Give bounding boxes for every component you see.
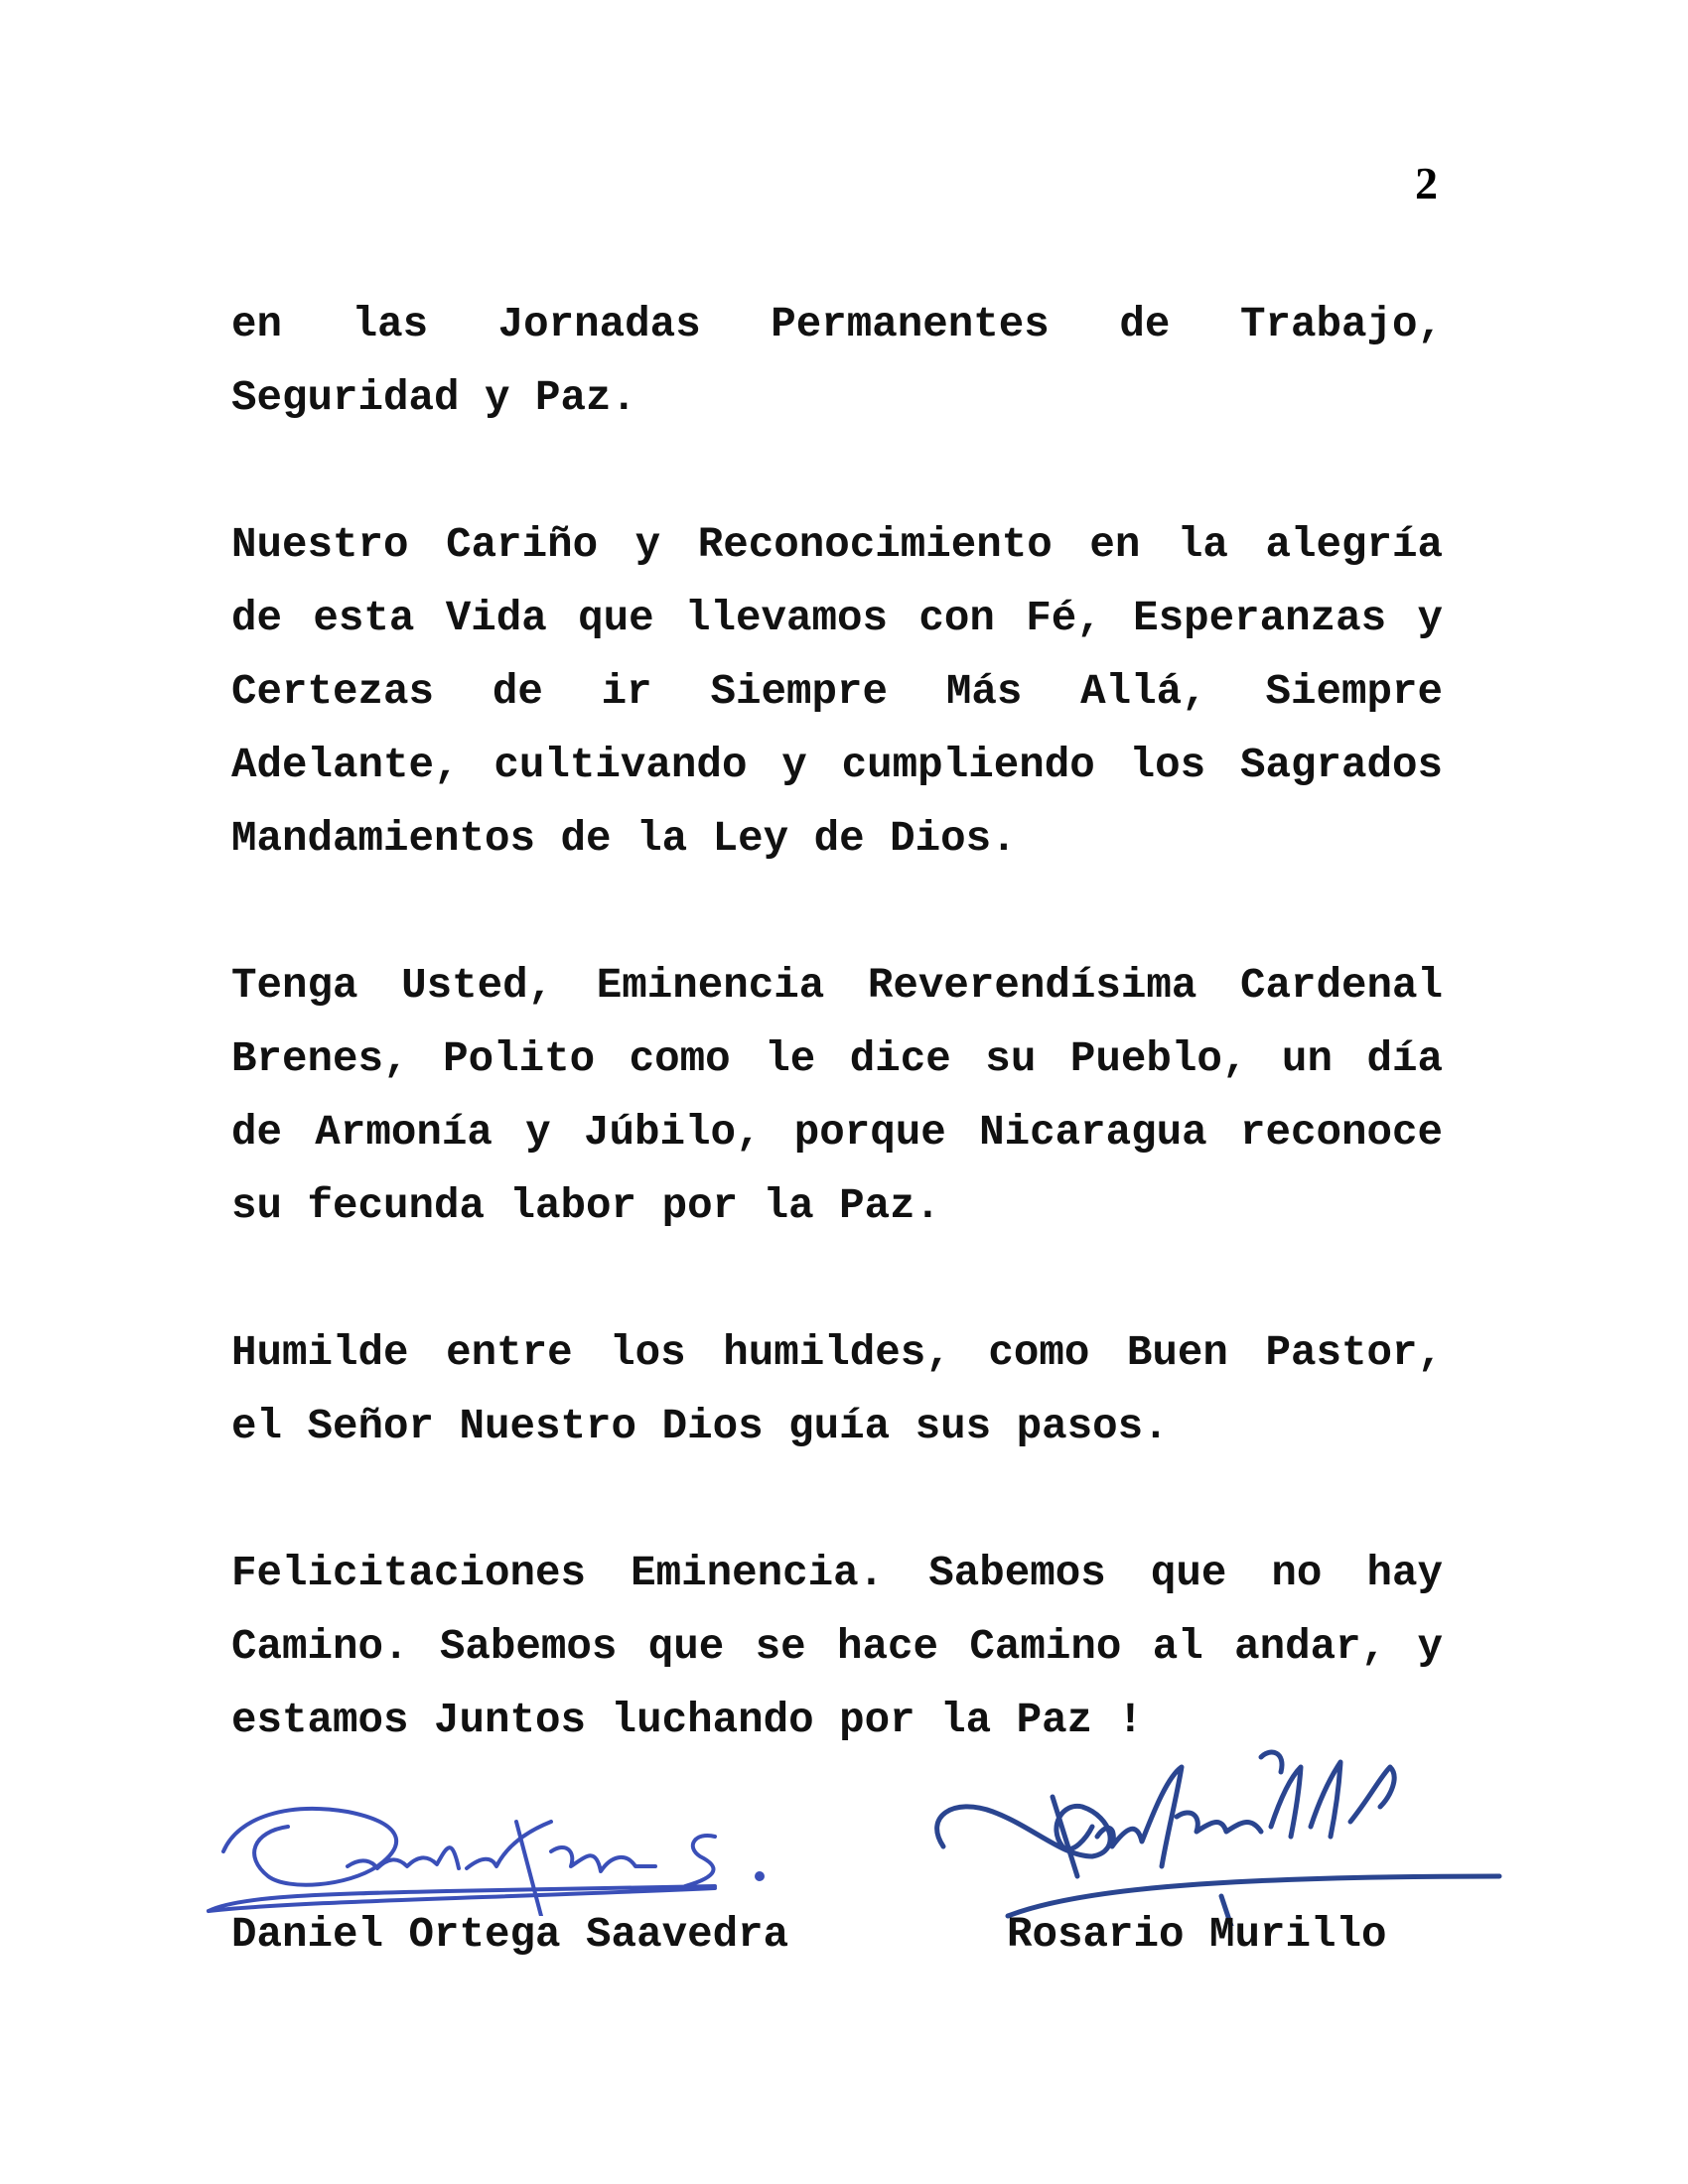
page-number: 2 — [1415, 158, 1438, 208]
signatory-name-rosario-murillo: Rosario Murillo — [1007, 1911, 1387, 1959]
signatory-name-daniel-ortega: Daniel Ortega Saavedra — [231, 1911, 789, 1959]
letter-body — [231, 288, 1443, 1757]
paragraph-3: Tenga Usted, Eminencia Reverendísima Cardenal Brenes, Polito como le dice su Pueblo, un día de Armonía y Júbilo, porque Nicaragua reconoce su fecunda labor por la Paz. — [231, 962, 1443, 1230]
signature-daniel-ortega-icon — [199, 1777, 854, 1916]
paragraph-1: en las Jornadas Permanentes de Trabajo, Seguridad y Paz. — [231, 301, 1443, 422]
paragraph-4: Humilde entre los humildes, como Buen Pastor, el Señor Nuestro Dios guía sus pasos. — [231, 1329, 1443, 1450]
paragraph-2: Nuestro Cariño y Reconocimiento en la alegría de esta Vida que llevamos con Fé, Esperanzas y Certezas de ir Siempre Más Allá, Siempre Adelante, cultivando y cumpliendo los Sagrados Mandamientos de la Ley de Dios. — [231, 521, 1443, 863]
signature-rosario-murillo-icon — [923, 1737, 1519, 1926]
paragraph-5: Felicitaciones Eminencia. Sabemos que no hay Camino. Sabemos que se hace Camino al andar, y estamos Juntos luchando por la Paz ! — [231, 1550, 1443, 1744]
